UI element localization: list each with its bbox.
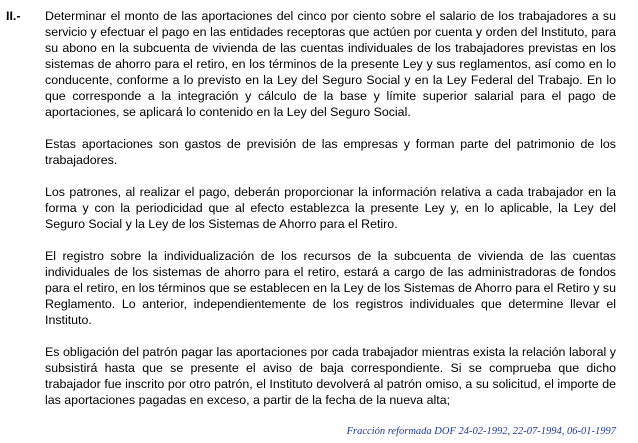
paragraph-contribution-amount: Determinar el monto de las aportaciones del cinco por ciento sobre el salario de los trabajadores a su servicio y efectuar el pago en las entidades receptoras que actúen por cuenta y orden del Instituto, para su abono en la subcuenta de vivienda de las cuentas individuales de los trabajadores previstas en los sistemas de ahorro para el retiro, en los términos de la presente Ley y sus reglamentos, así como en lo conducente, conforme a lo previsto en la Ley del Seguro Social y en la Ley Federal del Trabajo. En lo que corresponde a la integración y cálculo de la base y límite superior salarial para el pago de aportaciones, se aplicará lo contenido en la Ley del Seguro Social.: [45, 9, 616, 119]
paragraph-employer-information: Los patrones, al realizar el pago, deberán proporcionar la información relativa a cada trabajador en la forma y con la periodicidad que al efecto establezca la presente Ley y, en lo aplicable, la Ley del Seguro Social y la Ley de los Sistemas de Ahorro para el Retiro.: [45, 185, 616, 231]
paragraph-provision-expenses: Estas aportaciones son gastos de previsión de las empresas y forman parte del patrimonio de los trabajadores.: [45, 137, 616, 167]
paragraph-employer-obligation: Es obligación del patrón pagar las aportaciones por cada trabajador mientras exista la relación laboral y subsistirá hasta que se presente el aviso de baja correspondiente. Si se comprueba que dicho trabajador fue inscrito por otro patrón, el Instituto devolverá al patrón omiso, a su solicitud, el importe de las aportaciones pagadas en exceso, a partir de la fecha de la nueva alta;: [45, 345, 616, 407]
reform-note: Fracción reformada DOF 24-02-1992, 22-07-1994, 06-01-1997: [346, 426, 616, 437]
paragraph-individual-registry: El registro sobre la individualización de los recursos de la subcuenta de vivienda de las cuentas individuales de los sistemas de ahorro para el retiro, estará a cargo de las administradoras de fondos para el retiro, en los términos que se establecen en la Ley de los Sistemas de Ahorro para el Retiro y su Reglamento. Lo anterior, independientemente de los registros individuales que determine llevar el Instituto.: [45, 249, 616, 327]
fraction-body: [45, 8, 616, 408]
fraction-number: II.-: [6, 9, 21, 23]
